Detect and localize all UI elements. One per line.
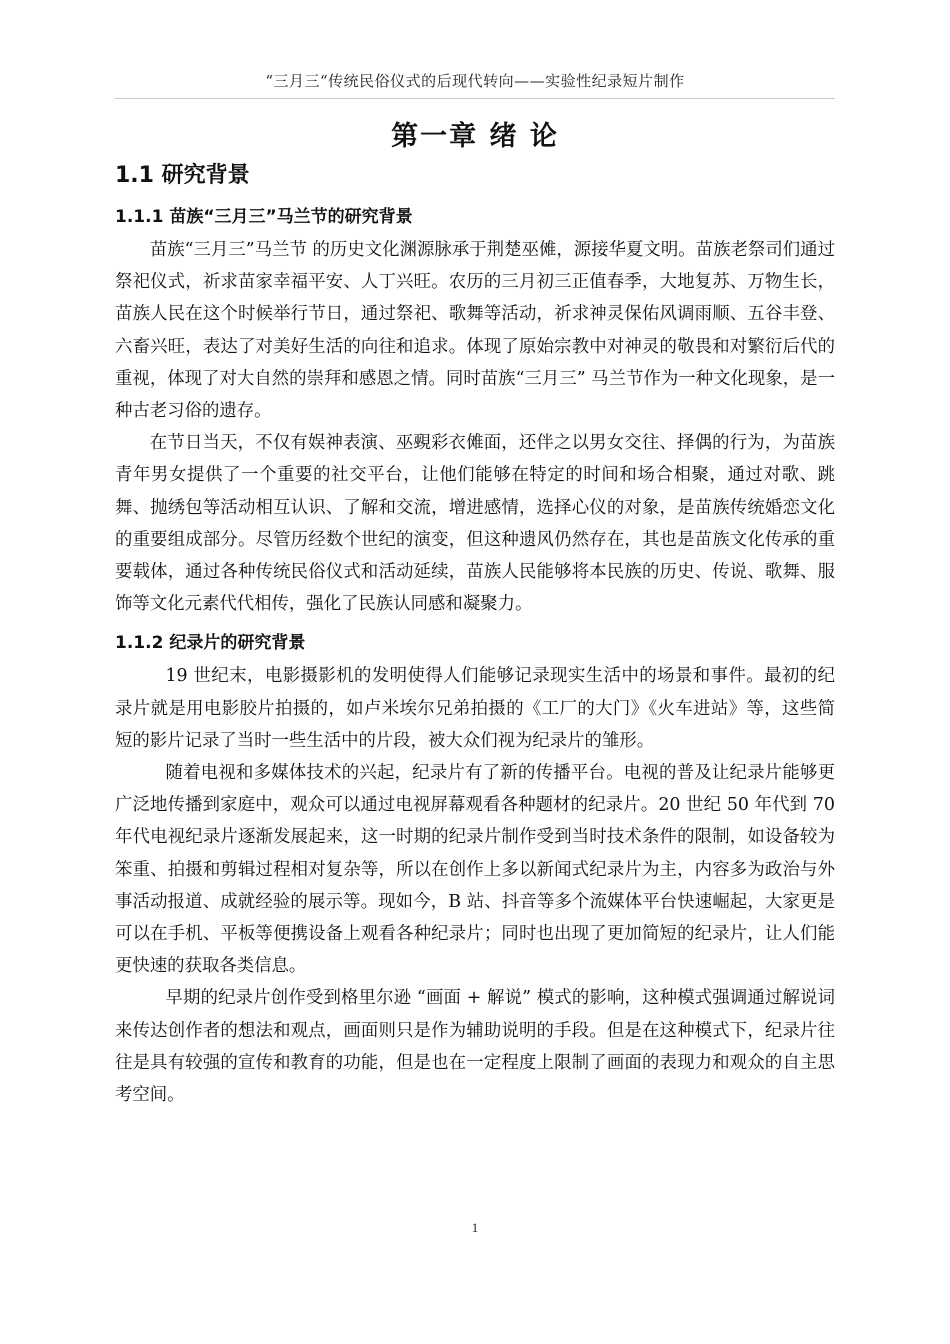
paragraph: 苗族“三月三”马兰节 的历史文化渊源脉承于荆楚巫傩，源接华夏文明。苗族老祭司们通过祭祀仪式，祈求苗家幸福平安、人丁兴旺。农历的三月初三正值春季，大地复苏、万物生长，苗族人民在这个时候举行节日，通过祭祀、歌舞等活动，祈求神灵保佑风调雨顺、五谷丰登、六畜兴旺，表达了对美好生活的向往和追求。体现了原始宗教中对神灵的敬畏和对繁衍后代的重视，体现了对大自然的崇拜和感恩之情。同时苗族“三月三” 马兰节作为一种文化现象，是一种古老习俗的遗存。 [115, 240, 835, 422]
subsection-heading-1-1-1: 1.1.1 苗族“三月三”马兰节的研究背景 [115, 207, 413, 227]
body-content [115, 158, 835, 1111]
section-heading-1-1: 1.1 研究背景 [115, 163, 250, 188]
chapter-title: 第一章 绪 论 [391, 121, 559, 152]
header-divider [115, 98, 835, 99]
paragraph: 在节日当天，不仅有娱神表演、巫覡彩衣傩面，还伴之以男女交往、择偶的行为，为苗族青年男女提供了一个重要的社交平台，让他们能够在特定的时间和场合相聚，通过对歌、跳舞、抛绣包等活动相互认识、了解和交流，增进感情，选择心仪的对象，是苗族传统婚恋文化的重要组成部分。尽管历经数个世纪的演变，但这种遗风仍然存在，其也是苗族文化传承的重要载体，通过各种传统民俗仪式和活动延续，苗族人民能够将本民族的历史、传说、歌舞、服饰等文化元素代代相传，强化了民族认同感和凝聚力。 [115, 433, 835, 615]
paragraph: 早期的纪录片创作受到格里尔逊 “画面 + 解说” 模式的影响，这种模式强调通过解说词来传达创作者的想法和观点，画面则只是作为辅助说明的手段。但是在这种模式下，纪录片往往是具有较强的宣传和教育的功能，但是也在一定程度上限制了画面的表现力和观众的自主思考空间。 [115, 988, 835, 1106]
running-header: “三月三“传统民俗仪式的后现代转向——实验性纪录短片制作 [265, 72, 685, 90]
subsection-heading-1-1-2: 1.1.2 纪录片的研究背景 [115, 633, 306, 654]
paragraph: 随着电视和多媒体技术的兴起，纪录片有了新的传播平台。电视的普及让纪录片能够更广泛地传播到家庭中，观众可以通过电视屏幕观看各种题材的纪录片。20 世纪 50 年代到 70 年代电视纪录片逐渐发展起来，这一时期的纪录片制作受到当时技术条件的限制，如设备较为笨重、拍摄和剪辑过程相对复杂等，所以在创作上多以新闻式纪录片为主，内容多为政治与外事活动报道、成就经验的展示等。现如今，B 站、抖音等多个流媒体平台快速崛起，大家更是可以在手机、平板等便携设备上观看各种纪录片；同时也出现了更加简短的纪录片，让人们能更快速的获取各类信息。 [115, 763, 835, 977]
paragraph: 19 世纪末，电影摄影机的发明使得人们能够记录现实生活中的场景和事件。最初的纪录片就是用电影胶片拍摄的，如卢米埃尔兄弟拍摄的《工厂的大门》《火车进站》等，这些简短的影片记录了当时一些生活中的片段，被大众们视为纪录片的雏形。 [115, 666, 835, 751]
page-number: 1 [471, 1220, 479, 1235]
